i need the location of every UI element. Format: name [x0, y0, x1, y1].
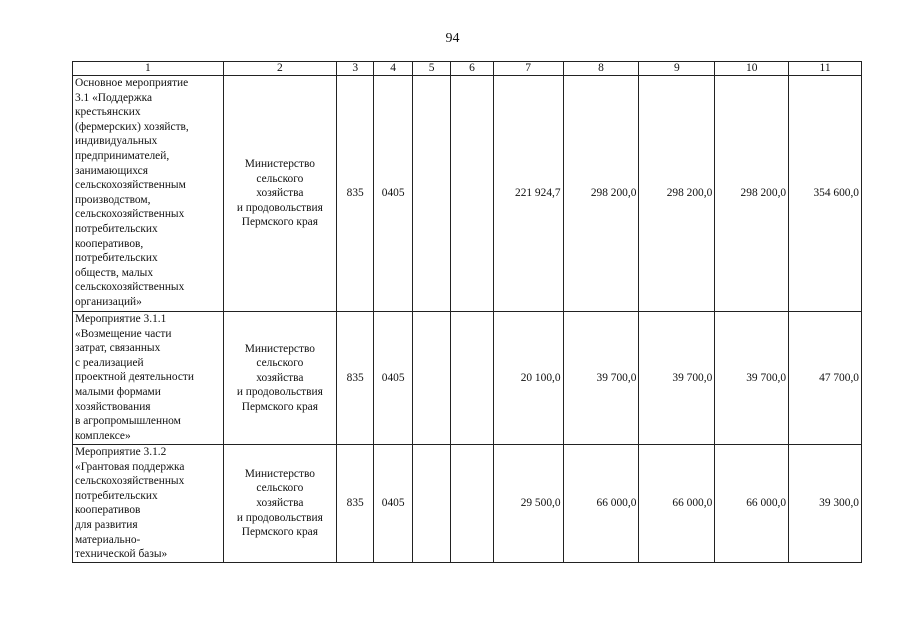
executor-line: и продовольствия: [236, 386, 323, 399]
activity-name-cell: [73, 312, 224, 445]
executor-line: и продовольствия: [236, 201, 323, 214]
section-code-cell: 0405: [374, 312, 412, 445]
activity-name-line: потребительских: [75, 252, 158, 265]
col6-cell: [451, 76, 493, 312]
activity-name-line: для развития: [75, 518, 138, 531]
amount-col7-cell: 20 100,0: [493, 312, 563, 445]
column-header: 6: [451, 62, 493, 76]
amount-col8-cell: 298 200,0: [563, 76, 639, 312]
column-header: 9: [639, 62, 715, 76]
executor-line: Министерство: [244, 467, 315, 480]
header-row: [73, 62, 862, 76]
col5-cell: [412, 312, 450, 445]
executor-line: хозяйства: [256, 187, 304, 200]
amount-col10-cell: 298 200,0: [715, 76, 789, 312]
activity-name-line: кооперативов,: [75, 237, 144, 250]
executor-line: Пермского края: [241, 526, 318, 539]
amount-col8-cell: 39 700,0: [563, 312, 639, 445]
col6-cell: [451, 312, 493, 445]
activity-name-line: предпринимателей,: [75, 149, 170, 162]
executor-line: сельского: [256, 357, 304, 370]
activity-name-line: комплексе»: [75, 429, 131, 442]
activity-name-line: производством,: [75, 193, 151, 206]
page-number: 94: [445, 31, 460, 46]
activity-name-line: сельскохозяйственным: [75, 179, 186, 192]
activity-name-line: Мероприятие 3.1.1: [75, 313, 167, 325]
activity-name-line: сельскохозяйственных: [75, 208, 185, 221]
amount-col11-cell: 39 300,0: [789, 445, 862, 563]
activity-name-line: 3.1 «Поддержка: [75, 91, 153, 104]
section-code-cell: 0405: [374, 76, 412, 312]
activity-name-line: индивидуальных: [75, 135, 158, 148]
col5-cell: [412, 76, 450, 312]
table-row: [73, 312, 862, 445]
activity-name-line: технической базы»: [75, 548, 168, 561]
executor-line: хозяйства: [256, 497, 304, 510]
executor-cell: [223, 312, 336, 445]
executor-line: Министерство: [244, 342, 315, 355]
activity-name-line: «Возмещение части: [75, 327, 172, 340]
amount-col10-cell: 66 000,0: [715, 445, 789, 563]
activity-name-line: сельскохозяйственных: [75, 281, 185, 294]
activity-name-cell: [73, 76, 224, 312]
budget-table: [72, 61, 862, 563]
activity-name-line: крестьянских: [75, 106, 141, 119]
activity-name-line: проектной деятельности: [75, 371, 194, 384]
ministry-code-cell: 835: [337, 76, 374, 312]
activity-name-line: обществ, малых: [75, 266, 154, 279]
activity-name-line: организаций»: [75, 295, 142, 308]
column-header: 2: [223, 62, 336, 76]
activity-name-line: потребительских: [75, 222, 158, 235]
activity-name-cell: [73, 445, 224, 563]
executor-line: сельского: [256, 482, 304, 495]
column-header: 7: [493, 62, 563, 76]
amount-col7-cell: 221 924,7: [493, 76, 563, 312]
col5-cell: [412, 445, 450, 563]
column-header: 4: [374, 62, 412, 76]
activity-name-line: материально-: [75, 533, 141, 546]
activity-name-line: хозяйствования: [75, 400, 151, 413]
activity-name-line: Основное мероприятие: [75, 77, 189, 89]
executor-cell: [223, 76, 336, 312]
activity-name-line: с реализацией: [75, 356, 144, 369]
column-header: 3: [337, 62, 374, 76]
ministry-code-cell: 835: [337, 445, 374, 563]
activity-name-line: малыми формами: [75, 385, 161, 398]
activity-name-line: потребительских: [75, 489, 158, 502]
executor-line: Пермского края: [241, 216, 318, 229]
amount-col9-cell: 66 000,0: [639, 445, 715, 563]
executor-line: Пермского края: [241, 400, 318, 413]
table-row: [73, 76, 862, 312]
executor-cell: [223, 445, 336, 563]
column-header: 10: [715, 62, 789, 76]
column-header: 8: [563, 62, 639, 76]
column-header: 1: [73, 62, 224, 76]
activity-name-line: сельскохозяйственных: [75, 475, 185, 488]
ministry-code-cell: 835: [337, 312, 374, 445]
amount-col9-cell: 298 200,0: [639, 76, 715, 312]
amount-col9-cell: 39 700,0: [639, 312, 715, 445]
activity-name-line: «Грантовая поддержка: [75, 460, 185, 473]
col6-cell: [451, 445, 493, 563]
column-header: 5: [412, 62, 450, 76]
amount-col10-cell: 39 700,0: [715, 312, 789, 445]
executor-line: Министерство: [244, 158, 315, 171]
activity-name-line: (фермерских) хозяйств,: [75, 120, 189, 133]
section-code-cell: 0405: [374, 445, 412, 563]
activity-name-line: Мероприятие 3.1.2: [75, 446, 167, 458]
executor-line: хозяйства: [256, 371, 304, 384]
amount-col8-cell: 66 000,0: [563, 445, 639, 563]
executor-line: и продовольствия: [236, 511, 323, 524]
amount-col11-cell: 354 600,0: [789, 76, 862, 312]
executor-line: сельского: [256, 172, 304, 185]
amount-col7-cell: 29 500,0: [493, 445, 563, 563]
activity-name-line: кооперативов: [75, 504, 141, 517]
activity-name-line: затрат, связанных: [75, 342, 161, 355]
table-row: [73, 445, 862, 563]
activity-name-line: занимающихся: [75, 164, 148, 177]
activity-name-line: в агропромышленном: [75, 415, 181, 428]
column-header: 11: [789, 62, 862, 76]
amount-col11-cell: 47 700,0: [789, 312, 862, 445]
